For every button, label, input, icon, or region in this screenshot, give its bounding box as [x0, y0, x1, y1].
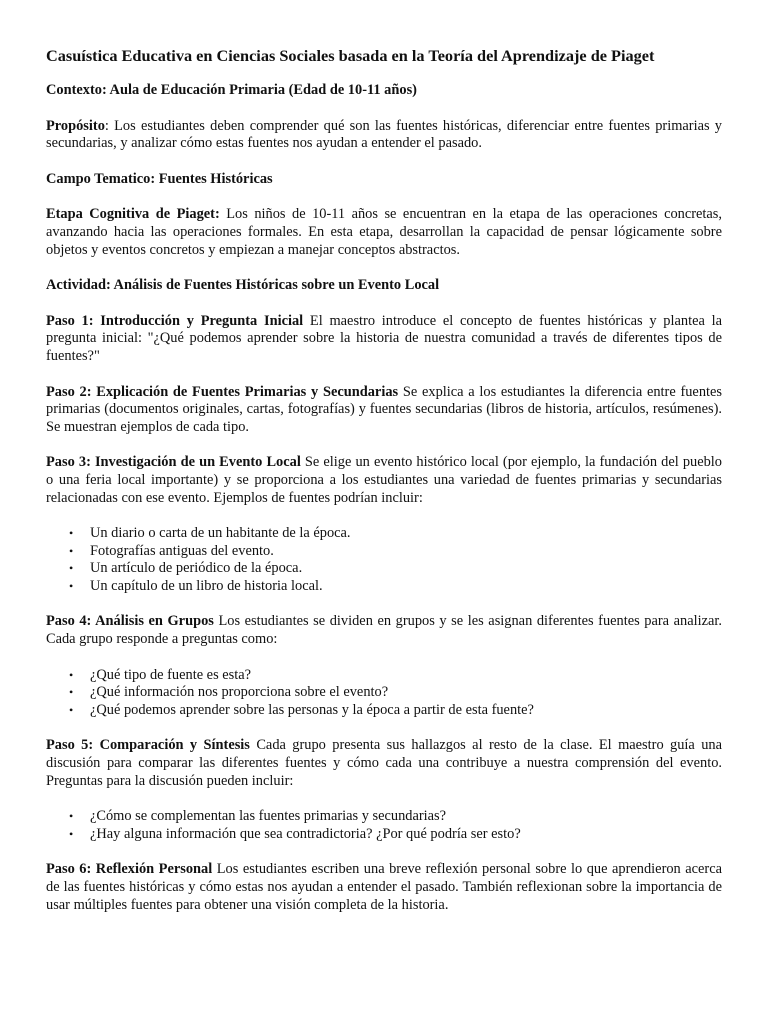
step-3-text: Se elige un evento histórico local (por ejemplo, la fundación del pueblo o una feria local importante) y se proporciona a los estudiantes una variedad de fuentes primarias y secundarias relacionadas con ese evento. Ejemplos de fuentes podrían incluir:: [46, 454, 722, 506]
step-2-paragraph: [46, 384, 722, 437]
list-item: [46, 525, 722, 543]
purpose-paragraph: [46, 118, 722, 153]
document-title: Casuística Educativa en Ciencias Sociales basada en la Teoría del Aprendizaje de Piaget: [46, 46, 655, 65]
step-4-paragraph: [46, 613, 722, 648]
bullet-icon: •: [69, 809, 74, 824]
list-item-text: Un capítulo de un libro de historia local.: [90, 577, 323, 594]
step-2-label: Paso 2: Explicación de Fuentes Primarias y Secundarias: [46, 383, 399, 400]
activity-heading: Actividad: Análisis de Fuentes Históricas sobre un Evento Local: [46, 277, 440, 294]
stage-label: Etapa Cognitiva de Piaget:: [46, 206, 220, 223]
field-heading: Campo Tematico: Fuentes Históricas: [46, 170, 273, 187]
list-item: [46, 808, 722, 826]
list-item-text: ¿Hay alguna información que sea contradictoria? ¿Por qué podría ser esto?: [90, 825, 521, 842]
step-4-text: Los estudiantes se dividen en grupos y se les asignan diferentes fuentes para analizar. Cada grupo responde a preguntas como:: [46, 613, 722, 648]
bullet-icon: •: [69, 526, 74, 541]
stage-paragraph: [46, 206, 722, 259]
step-4-label: Paso 4: Análisis en Grupos: [46, 613, 214, 630]
step-5-bullet-list: [46, 808, 722, 843]
step-6-label: Paso 6: Reflexión Personal: [46, 861, 213, 878]
bullet-icon: •: [69, 702, 74, 717]
step-2-text: Se explica a los estudiantes la diferencia entre fuentes primarias (documentos originales, cartas, fotografías) y fuentes secundarias (libros de historia, artículos, resúmenes). Se muestran ejemplos de cada tipo.: [46, 383, 723, 435]
step-6-text: Los estudiantes escriben una breve reflexión personal sobre lo que aprendieron acerca de las fuentes históricas y cómo estas nos ayudan a entender el pasado. También reflexionan sobre la importancia de usar múltiples fuentes para obtener una visión completa de la historia.: [46, 861, 722, 913]
step-1-text: El maestro introduce el concepto de fuentes históricas y plantea la pregunta inicial: "¿Qué podemos aprender sobre la historia de nuestra comunidad a través de diferentes tipos de fuentes?": [46, 312, 722, 364]
list-item: [46, 667, 722, 685]
step-3-paragraph: [46, 454, 722, 507]
list-item: [46, 543, 722, 561]
step-6-paragraph: [46, 861, 722, 914]
context-heading: Contexto: Aula de Educación Primaria (Edad de 10-11 años): [46, 82, 417, 98]
list-item: [46, 826, 722, 844]
list-item: [46, 560, 722, 578]
step-5-text: Cada grupo presenta sus hallazgos al resto de la clase. El maestro guía una discusión para comparar las diferentes fuentes y cómo cada una contribuye a nuestra comprensión del evento. Preguntas para la discusión pueden incluir:: [46, 737, 722, 789]
list-item: [46, 684, 722, 702]
bullet-icon: •: [69, 561, 74, 576]
list-item: [46, 702, 722, 720]
step-4-bullet-list: [46, 667, 722, 720]
list-item: [46, 578, 722, 596]
step-5-paragraph: [46, 737, 722, 790]
step-3-bullet-list: [46, 525, 722, 595]
step-1-label: Paso 1: Introducción y Pregunta Inicial: [46, 312, 304, 329]
list-item-text: Un artículo de periódico de la época.: [90, 560, 303, 577]
stage-text: Los niños de 10-11 años se encuentran en la etapa de las operaciones concretas, avanzando hacia las operaciones formales. En esta etapa, desarrollan la capacidad de pensar lógicamente sobre objetos y eventos concretos y empiezan a manejar conceptos abstractos.: [46, 206, 722, 258]
list-item-text: Un diario o carta de un habitante de la época.: [90, 525, 351, 542]
list-item-text: Fotografías antiguas del evento.: [90, 542, 274, 559]
step-5-label: Paso 5: Comparación y Síntesis: [46, 737, 250, 754]
step-1-paragraph: [46, 313, 722, 366]
list-item-text: ¿Qué podemos aprender sobre las personas y la época a partir de esta fuente?: [90, 701, 534, 718]
list-item-text: ¿Cómo se complementan las fuentes primarias y secundarias?: [90, 808, 447, 825]
list-item-text: ¿Qué información nos proporciona sobre el evento?: [90, 684, 389, 701]
purpose-text: : Los estudiantes deben comprender qué son las fuentes históricas, diferenciar entre fuentes primarias y secundarias, y analizar cómo estas fuentes nos ayudan a entender el pasado.: [46, 117, 722, 152]
bullet-icon: •: [69, 667, 74, 682]
bullet-icon: •: [69, 543, 74, 558]
step-3-label: Paso 3: Investigación de un Evento Local: [46, 454, 301, 471]
list-item-text: ¿Qué tipo de fuente es esta?: [90, 666, 252, 683]
bullet-icon: •: [69, 578, 74, 593]
bullet-icon: •: [69, 826, 74, 841]
purpose-label: Propósito: [46, 117, 105, 134]
bullet-icon: •: [69, 685, 74, 700]
